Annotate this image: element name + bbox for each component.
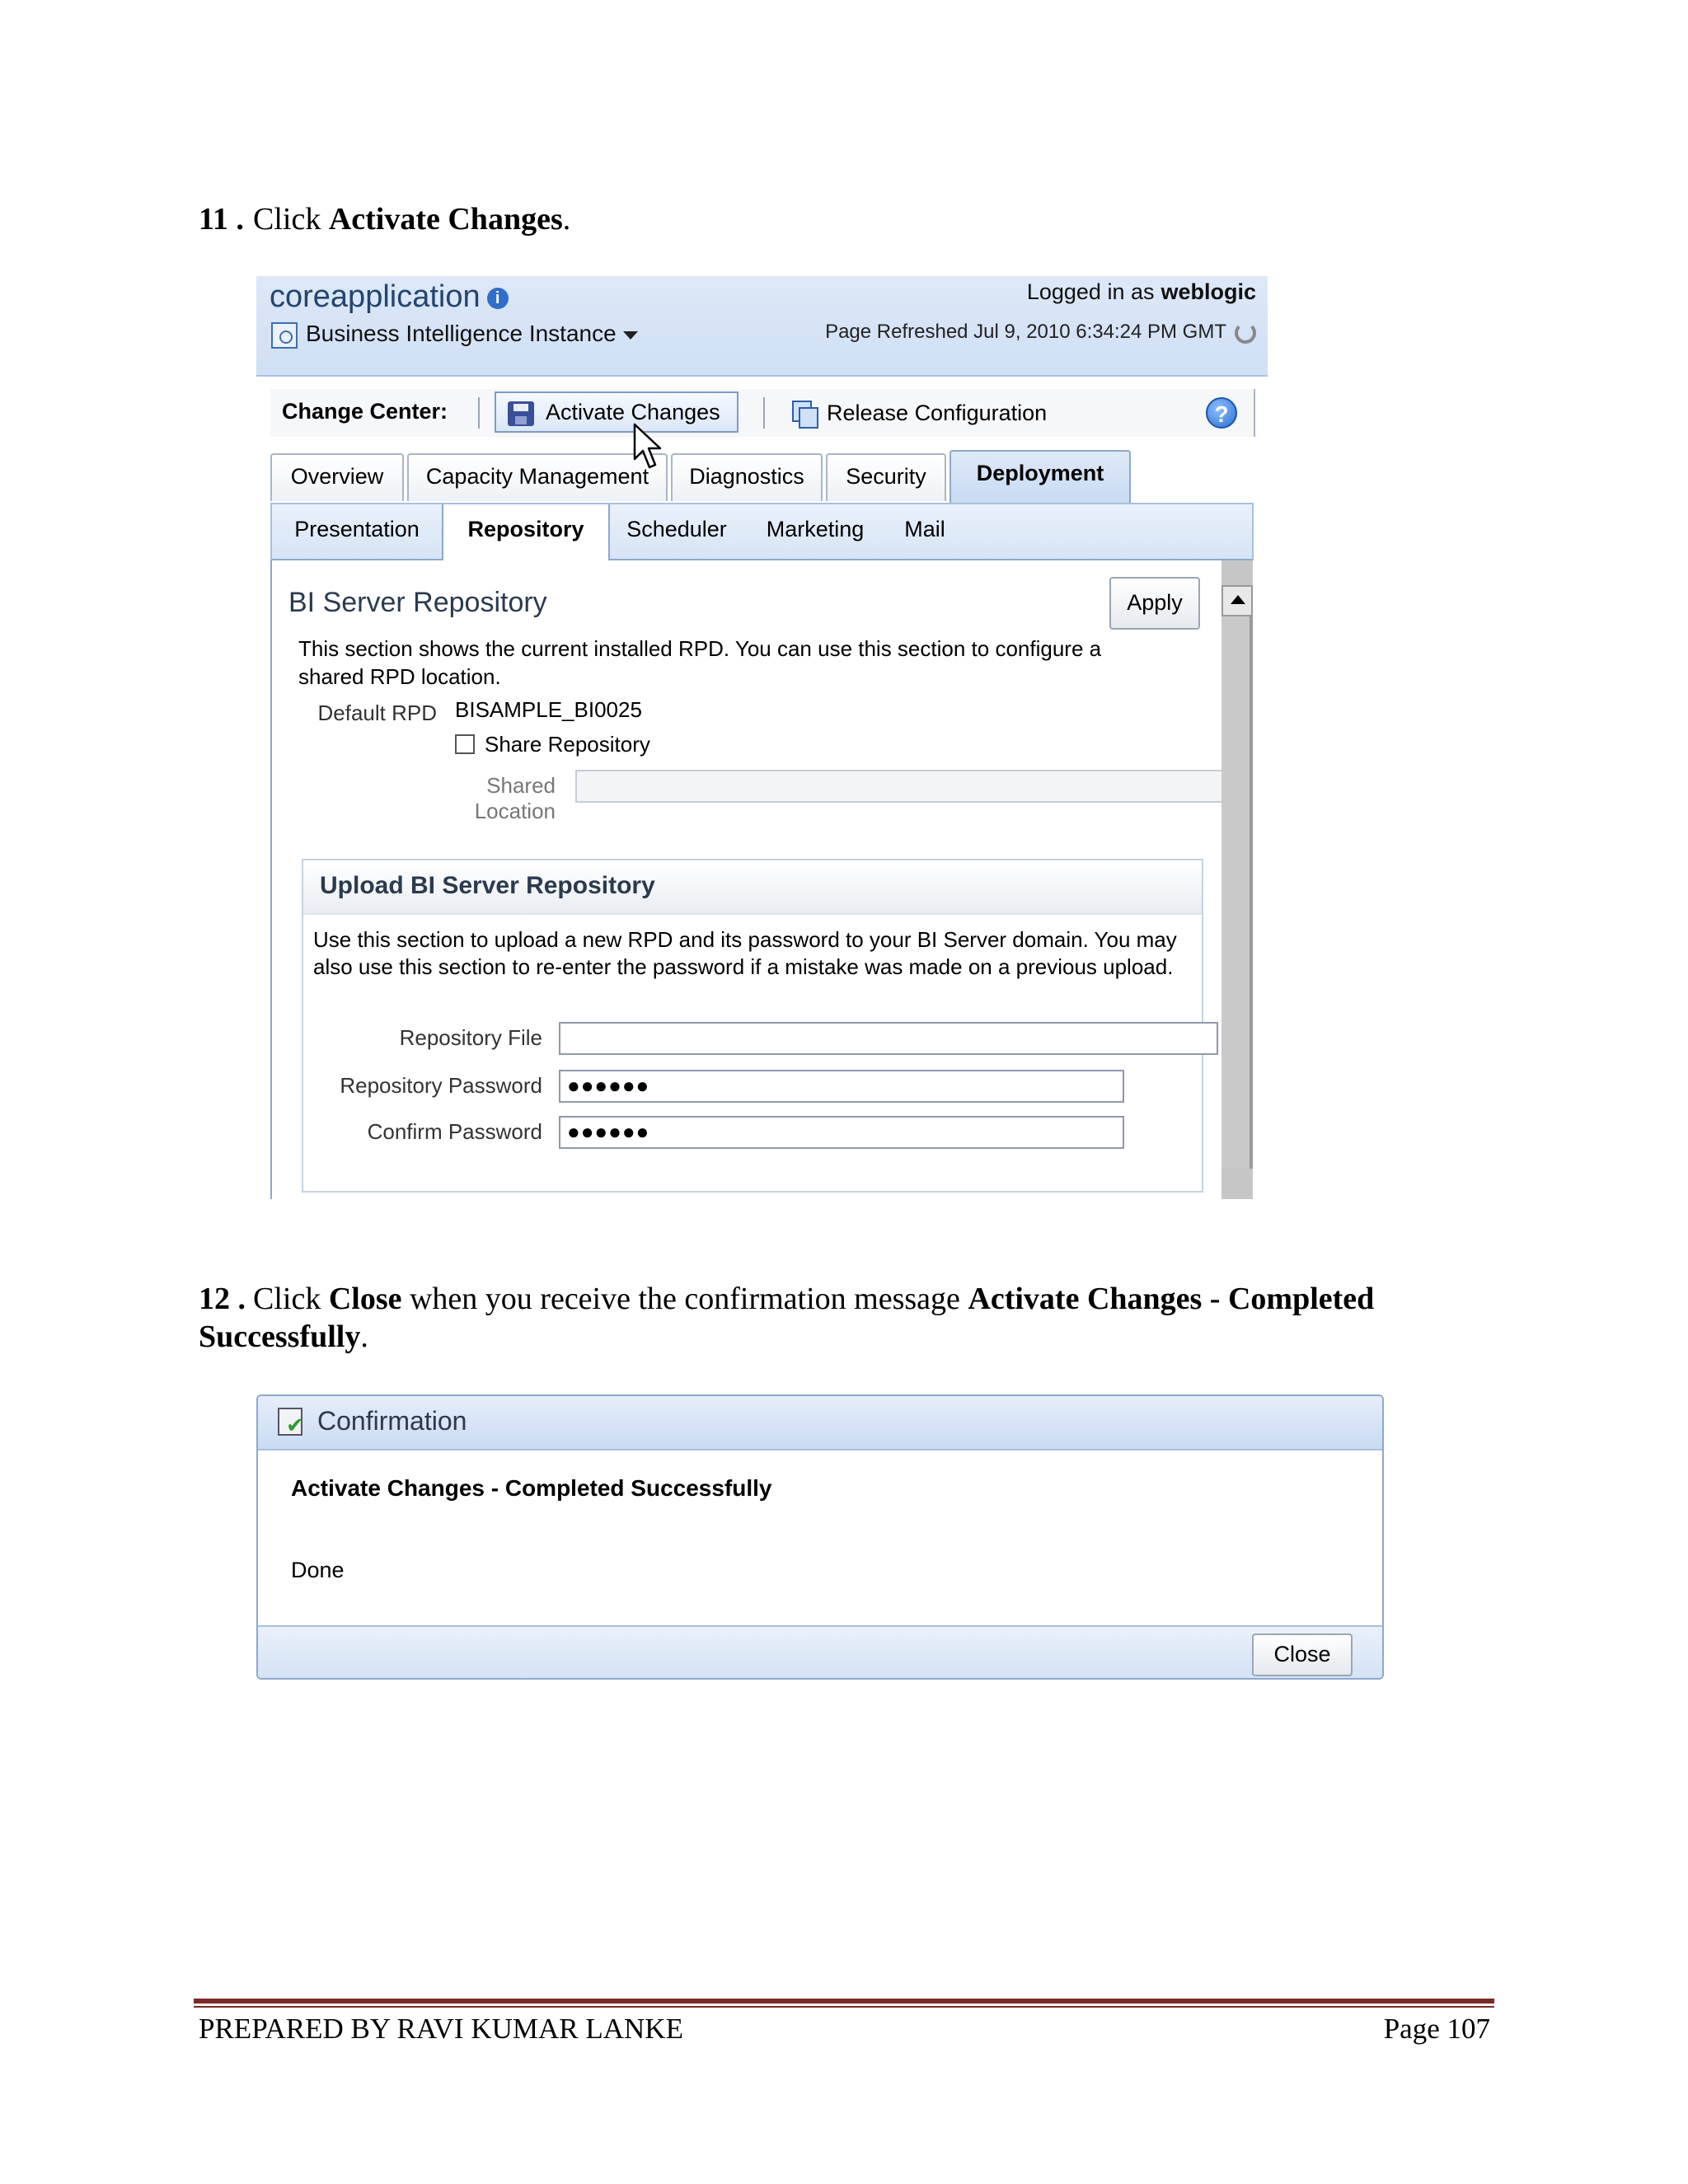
subtab-mail[interactable]: Mail [904, 517, 945, 541]
activate-changes-label: Activate Changes [546, 400, 720, 424]
page-refreshed-text: Page Refreshed Jul 9, 2010 6:34:24 PM GMT [825, 321, 1226, 343]
repository-file-field[interactable] [559, 1022, 1218, 1055]
change-center-label: Change Center: [282, 399, 448, 424]
page-refreshed [825, 321, 1256, 344]
scroll-up-icon[interactable] [1221, 585, 1253, 616]
share-repository-checkbox[interactable] [455, 734, 475, 754]
default-rpd-value: BISAMPLE_BI0025 [455, 697, 642, 722]
dialog-title: Confirmation [317, 1406, 467, 1436]
close-button[interactable]: Close [1252, 1633, 1353, 1676]
logged-in-prefix: Logged in as [1026, 279, 1155, 304]
subtab-repository[interactable]: Repository [442, 504, 610, 562]
instance-menu[interactable] [271, 321, 638, 349]
divider [763, 397, 765, 429]
tab-deployment[interactable]: Deployment [950, 450, 1131, 504]
repository-password-field[interactable]: ●●●●●● [559, 1070, 1124, 1103]
upload-header [303, 860, 1202, 915]
step-text: Click [253, 202, 329, 237]
apply-button[interactable]: Apply [1109, 577, 1200, 630]
app-title [270, 279, 509, 315]
step-bold-message: Activate Changes - Completed Successfully [199, 1282, 1375, 1354]
tab-diagnostics[interactable]: Diagnostics [671, 453, 823, 501]
step-text-end: . [360, 1319, 368, 1354]
logged-in-user[interactable]: weblogic [1160, 279, 1256, 304]
instance-label: Business Intelligence Instance [306, 321, 617, 346]
step-bold-text: Activate Changes [328, 202, 563, 237]
footer-author: PREPARED BY RAVI KUMAR LANKE [199, 2013, 683, 2045]
status-text: Done [291, 1558, 345, 1582]
footer-rule [194, 1999, 1494, 2004]
tab-security[interactable]: Security [826, 453, 946, 501]
shared-location-field[interactable] [575, 770, 1228, 803]
dialog-header [258, 1396, 1382, 1451]
app-header [256, 276, 1268, 377]
subtab-marketing[interactable]: Marketing [766, 517, 865, 541]
scrollbar-thumb[interactable] [1221, 616, 1253, 1169]
confirmation-message: Activate Changes - Completed Successfully [291, 1475, 772, 1501]
confirm-password-label: Confirm Password [367, 1119, 542, 1144]
tab-overview[interactable]: Overview [270, 453, 404, 501]
info-icon[interactable]: i [487, 288, 509, 309]
step-11 [199, 200, 570, 238]
save-icon [508, 401, 534, 426]
dialog-footer [258, 1625, 1382, 1680]
footer-rule-thin [194, 2006, 1494, 2008]
upload-section [302, 859, 1203, 1193]
tab-capacity-management[interactable]: Capacity Management [407, 453, 668, 501]
release-configuration-button[interactable] [792, 396, 1047, 430]
repository-file-label: Repository File [399, 1025, 542, 1050]
shared-location-label: Shared Location [474, 773, 556, 823]
upload-description: Use this section to upload a new RPD and its password to your BI Server domain. You may also use this section to re-enter the password if a mistake was made on a previous upload. [313, 927, 1177, 979]
section-title: BI Server Repository [288, 587, 547, 618]
section-description: This section shows the current installed RPD. You can use this section to configure a shared RPD location. [298, 636, 1102, 689]
instance-icon [271, 322, 298, 349]
step-text-end: . [562, 202, 571, 237]
repository-panel [270, 560, 1255, 1199]
confirmation-dialog [256, 1394, 1384, 1680]
confirmation-check-icon [278, 1408, 302, 1436]
default-rpd-label: Default RPD [317, 701, 437, 725]
em-screenshot [256, 276, 1268, 1199]
mouse-pointer-icon [632, 423, 665, 472]
activate-changes-button[interactable] [495, 391, 738, 433]
page-number: Page 107 [1383, 2013, 1490, 2045]
release-configuration-label: Release Configuration [827, 401, 1048, 425]
repository-password-label: Repository Password [340, 1073, 542, 1098]
refresh-icon[interactable] [1235, 322, 1256, 344]
step-text: Click [253, 1282, 329, 1316]
change-center-bar [270, 389, 1255, 437]
divider [478, 397, 480, 429]
chevron-down-icon [623, 331, 638, 340]
step-12 [199, 1280, 1484, 1356]
step-text-mid: when you receive the confirmation message [401, 1282, 968, 1316]
subtab-presentation[interactable]: Presentation [294, 517, 420, 541]
app-title-text: coreapplication [270, 279, 481, 314]
help-icon[interactable]: ? [1206, 397, 1237, 429]
confirm-password-field[interactable]: ●●●●●● [559, 1116, 1124, 1149]
logged-in-info [1027, 279, 1256, 305]
upload-title: Upload BI Server Repository [320, 872, 655, 899]
step-number: 12 . [199, 1282, 246, 1316]
subtab-scheduler[interactable]: Scheduler [626, 517, 727, 541]
share-repository-label: Share Repository [485, 732, 650, 757]
step-number: 11 . [199, 202, 244, 237]
sub-tabs [270, 503, 1254, 560]
release-config-icon [792, 401, 817, 425]
step-bold-close: Close [328, 1282, 402, 1316]
